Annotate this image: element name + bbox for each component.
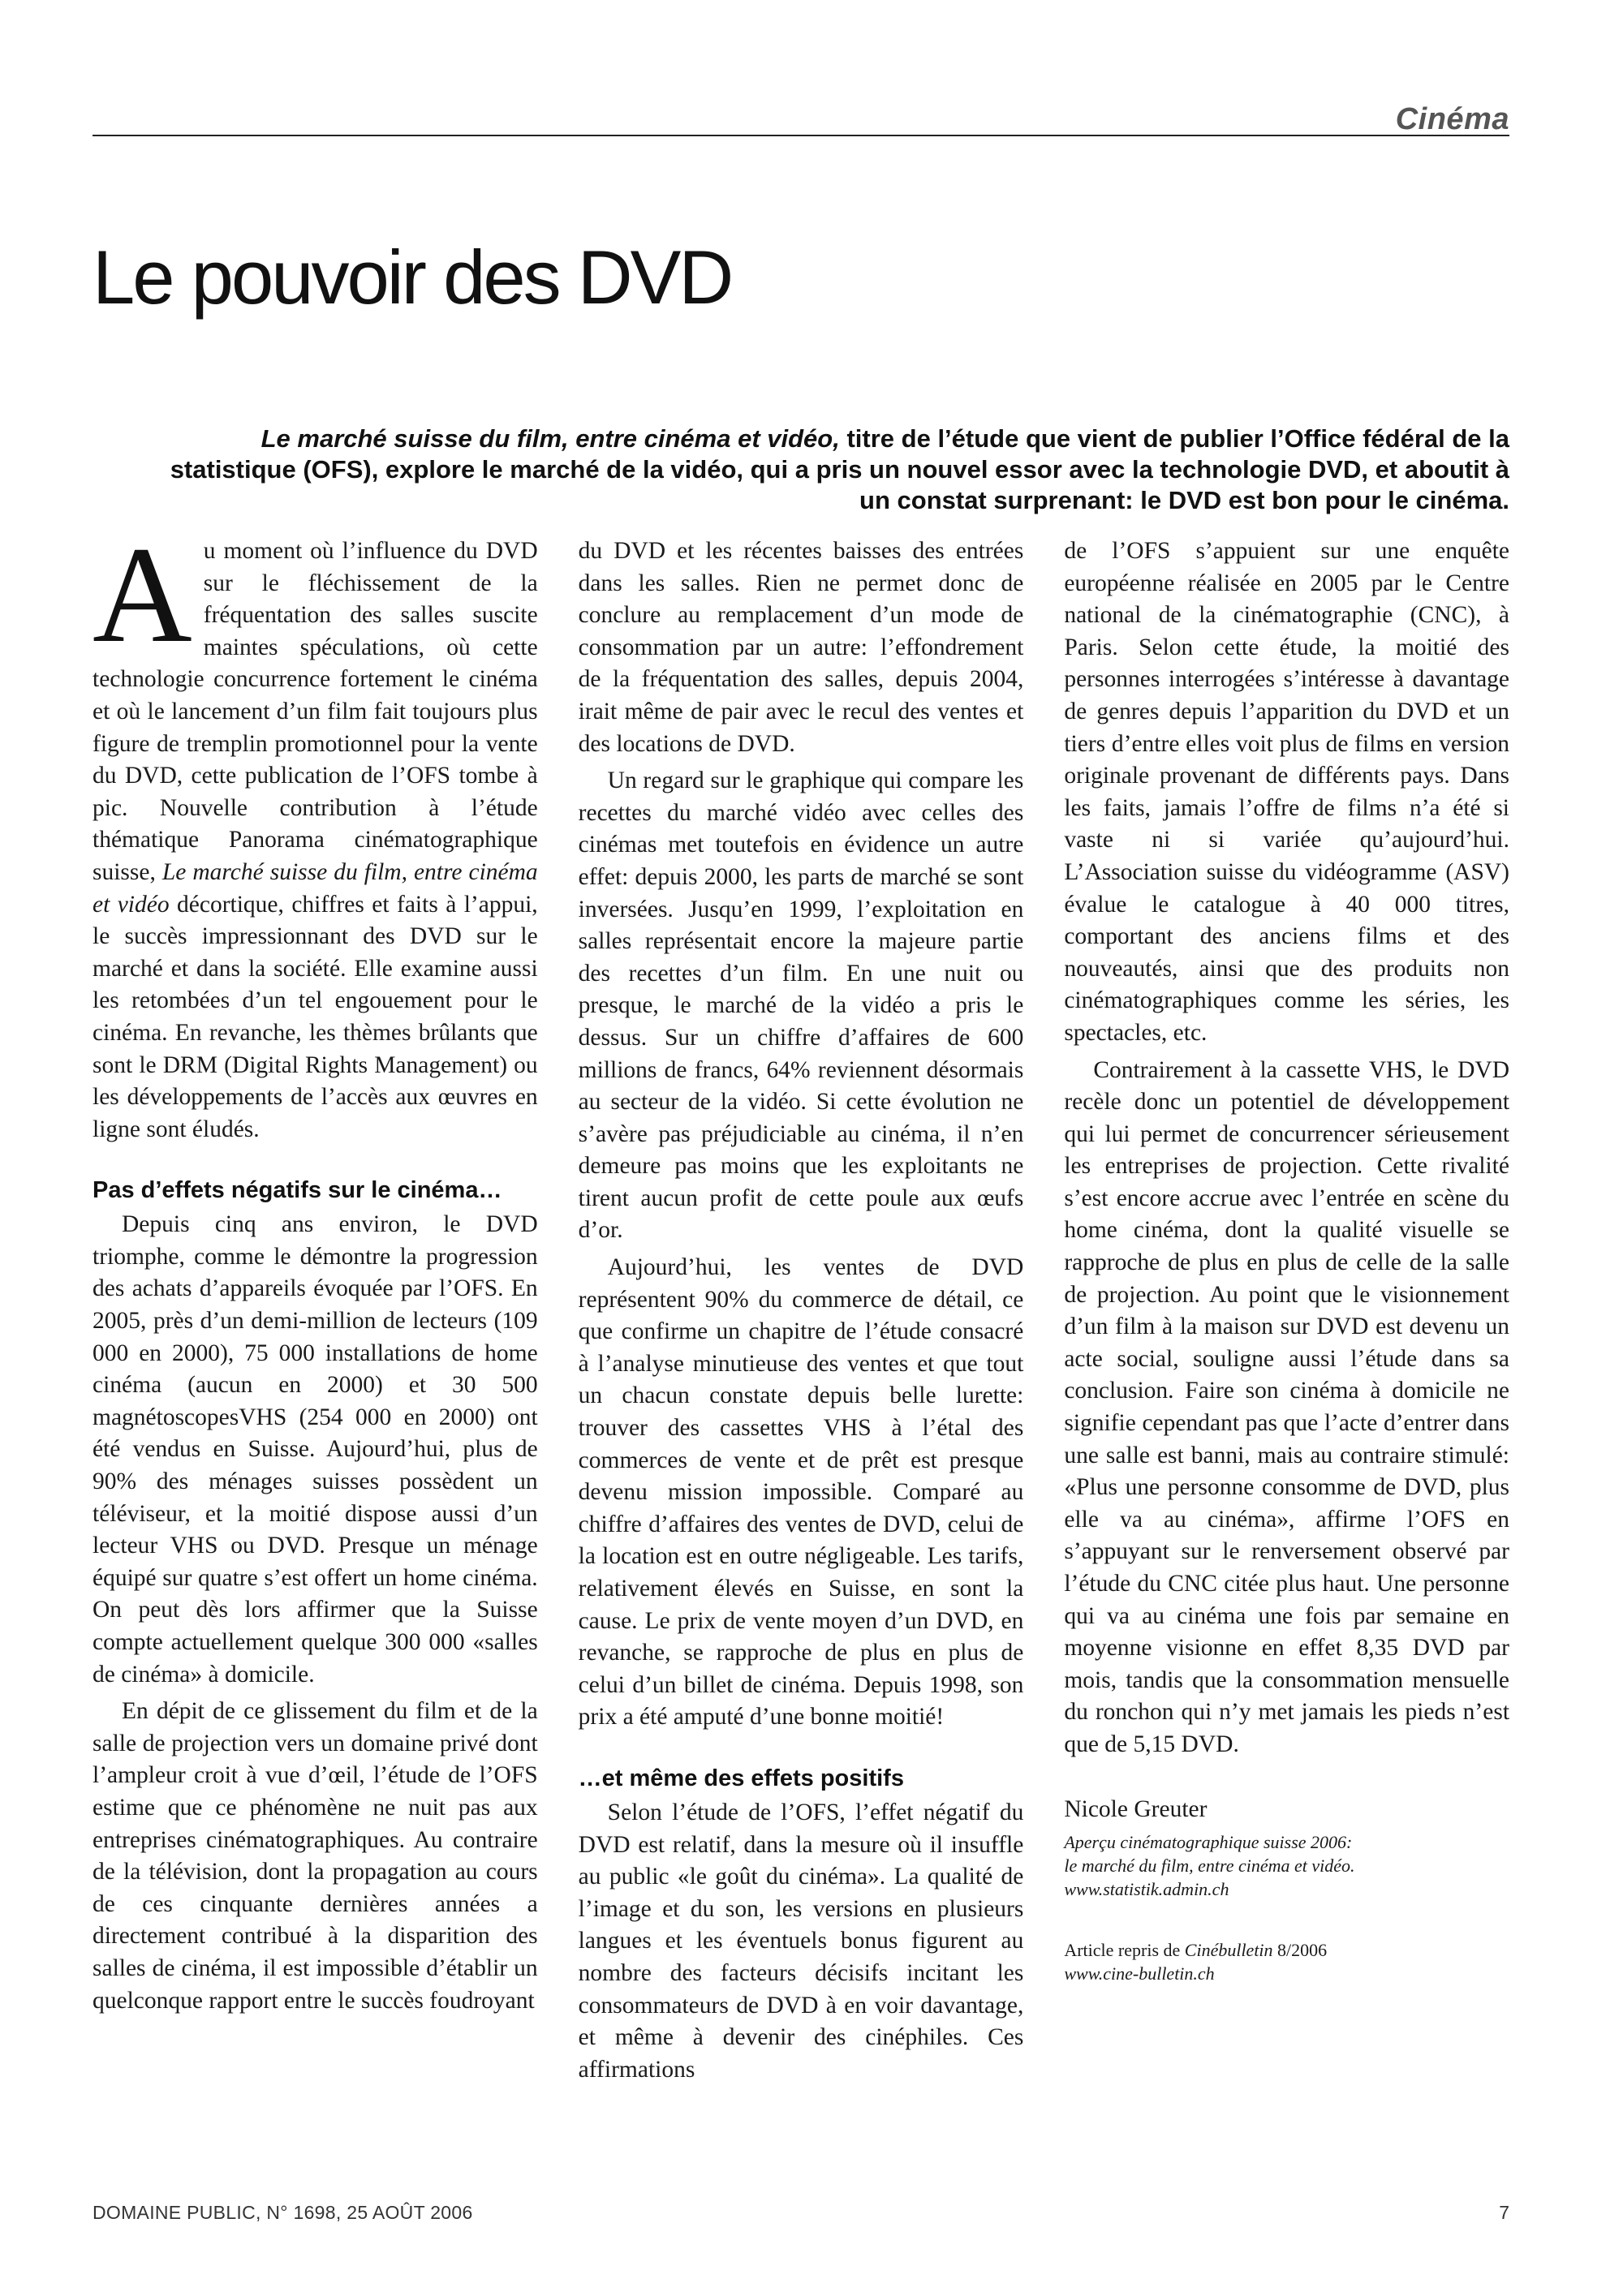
paragraph-relative-effect: Selon l’étude de l’OFS, l’effet négatif du DVD est relatif, dans la mesure où il insuffle au public «le goût du cinéma». La qualité de l’image et du son, les versions en plusieurs langues et les éventuels bonus figurent au nombre des facteurs décisifs incitant les consommateurs de DVD à en voir davantage, et même à devenir des cinéphiles. Ces affirmations xyxy=(578,1799,1024,2083)
paragraph-continuation: du DVD et les récentes baisses des entrées dans les salles. Rien ne permet donc de conclure au remplacement d’un mode de consommation par un autre: l’effondrement de la fréquentation des salles, depuis 2004, irait même de pair avec le recul des ventes et des locations de DVD. xyxy=(578,538,1024,757)
lead-text: titre de l’étude que vient de publier l’Office fédéral de la statistique (OFS), explore le marché de la vidéo, qui a pris un nouvel essor avec la technologie DVD, et aboutit à un constat surprenant: le DVD est bon pour le cinéma. xyxy=(170,424,1509,514)
paragraph-dvd-sales: Aujourd’hui, les ventes de DVD représentent 90% du commerce de détail, ce que confirme un chapitre de l’étude consacré à l’analyse minutieuse des ventes et que tout un chacun constate depuis belle lurette: trouver des cassettes VHS à l’étal des commerces de vente et de prêt est presque devenu mission impossible. Comparé au chiffre d’affaires des ventes de DVD, celui de la location est en outre négligeable. Les tarifs, relativement élevés en Suisse, en sont la cause. Le prix de vente moyen d’un DVD, en revanche, se rapproche de plus en plus de celui d’un billet de cinéma. Depuis 1998, son prix a été amputé d’une bonne moitié! xyxy=(578,1254,1024,1731)
paragraph-intro xyxy=(93,518,538,1146)
intro-study-title: Le marché suisse du film, entre cinéma et vidéo xyxy=(93,858,538,918)
paragraph-dvd-triumph: Depuis cinq ans environ, le DVD triomphe, comme le démontre la progression des achats d’appareils évoquée par l’OFS. En 2005, près d’un demi-million de lecteurs (109 000 en 2000), 75 000 installations de home cinéma (aucun en 2000) et 30 500 magnétoscopesVHS (254 000 en 2000) ont été vendus en Suisse. Aujourd’hui, plus de 90% des ménages suisses possèdent un téléviseur, et la moitié dispose aussi d’un lecteur VHS ou DVD. Presque un ménage équipé sur quatre s’est offert un home cinéma. On peut dès lors affirmer que la Suisse compte actuellement quelque 300 000 «salles de cinéma» à domicile. xyxy=(93,1211,538,1688)
footer-publication: DOMAINE PUBLIC, N° 1698, 25 AOÛT 2006 xyxy=(93,2202,473,2223)
credit-line-2: le marché du film, entre cinéma et vidéo. xyxy=(1064,1855,1355,1877)
reprint-issue: 8/2006 xyxy=(1272,1940,1328,1961)
subhead-positive-effects: …et même des effets positifs xyxy=(578,1765,904,1791)
credit-url-cinebulletin: www.cine-bulletin.ch xyxy=(1064,1963,1215,1984)
header-rule xyxy=(93,135,1509,136)
intro-text-b: décortique, chiffres et faits à l’appui, le succès impressionnant des DVD sur le marché et dans la société. Elle examine aussi les retombées d’un tel engouement pour le cinéma. En revanche, les thèmes brûlants que sont le DRM (Digital Rights Management) ou les développements de l’accès aux œuvres en ligne sont éludés. xyxy=(93,891,538,1142)
section-label: Cinéma xyxy=(1395,102,1509,136)
intro-text-a: u moment où l’influence du DVD sur le fléchissement de la fréquentation des salles suscite maintes spéculations, où cette technologie concurrence fortement le cinéma et où le lancement d’un film fait toujours plus figure de tremplin promotionnel pour la vente du DVD, cette publication de l’OFS tombe à pic. Nouvelle contribution à l’étude thématique Panorama cinématographique suisse, xyxy=(93,538,538,885)
paragraph-market-shares: Un regard sur le graphique qui compare les recettes du marché vidéo avec celles des cinémas met toutefois en évidence un autre effet: depuis 2000, les parts de marché se sont inversées. Jusqu’en 1999, l’exploitation en salles représentait encore la majeure partie des recettes d’un film. En une nuit ou presque, le marché de la vidéo a pris le dessus. Sur un chiffre d’affaires de 600 millions de francs, 64% reviennent désormais au secteur de la vidéo. Si cette évolution ne s’avère pas préjudiciable au cinéma, il n’en demeure pas moins que les exploitants ne tirent aucun profit de cette poule aux œufs d’or. xyxy=(578,767,1024,1244)
credit-line-1: Aperçu cinématographique suisse 2006: xyxy=(1064,1832,1353,1853)
subhead-no-negative-effects: Pas d’effets négatifs sur le cinéma… xyxy=(93,1177,502,1204)
drop-cap: A xyxy=(93,518,192,671)
article-lead xyxy=(146,424,1509,516)
page-number: 7 xyxy=(1499,2202,1509,2223)
paragraph-despite-shift: En dépit de ce glissement du film et de la salle de projection vers un domaine privé dont l’ampleur croit à vue d’œil, l’étude de l’OFS estime que ce phénomène ne nuit pas aux entreprises cinématographiques. Au contraire de la télévision, dont la propagation au cours de ces cinquante dernières années a directement contribué à la disparition des salles de cinéma, il est impossible d’établir un quelconque rapport entre le succès foudroyant xyxy=(93,1698,538,2014)
credit-url-statistik: www.statistik.admin.ch xyxy=(1064,1879,1229,1900)
paragraph-cnc-survey: de l’OFS s’appuient sur une enquête européenne réalisée en 2005 par le Centre national de la cinématographie (CNC), à Paris. Selon cette étude, la moitié des personnes interrogées s’intéresse à davantage de genres depuis l’apparition du DVD et un tiers d’entre elles voit plus de films en version originale provenant de différents pays. Dans les faits, jamais l’offre de films n’a été si vaste ni si variée qu’aujourd’hui. L’Association suisse du vidéogramme (ASV) évalue le catalogue à 40 000 titres, comportant des anciens films et des nouveautés, ainsi que des produits non cinématographiques comme les séries, les spectacles, etc. xyxy=(1064,538,1510,1046)
article-columns xyxy=(93,518,1510,2086)
reprint-prefix: Article repris de xyxy=(1064,1940,1185,1961)
lead-study-title: Le marché suisse du film, entre cinéma et vidéo, xyxy=(260,424,840,453)
author-signature: Nicole Greuter xyxy=(1064,1795,1208,1822)
reprint-credit xyxy=(1064,1938,1509,1985)
column-1 xyxy=(93,518,538,2086)
column-3 xyxy=(1064,535,1509,2086)
column-2 xyxy=(579,535,1024,2086)
reprint-source: Cinébulletin xyxy=(1184,1940,1273,1961)
paragraph-vhs-comparison: Contrairement à la cassette VHS, le DVD recèle donc un potentiel de développement qui lui permet de concurrencer sérieusement les entreprises de projection. Cette rivalité s’est encore accrue avec l’entrée en scène du home cinéma, dont la qualité visuelle se rapproche de plus en plus de celle de la salle de projection. Au point que le visionnement d’un film à la maison sur DVD est devenu un acte social, souligne aussi l’étude dans sa conclusion. Faire son cinéma à domicile ne signifie cependant pas que l’acte d’entrer dans une salle est banni, mais au contraire stimulé: «Plus une personne consomme de DVD, plus elle va au cinéma», affirme l’OFS en s’appuyant sur le renversement observé par l’étude du CNC citée plus haut. Une personne qui va au cinéma une fois par semaine en moyenne visionne en effet 8,35 DVD par mois, tandis que la consommation mensuelle du ronchon qui n’y met jamais les pieds n’est que de 5,15 DVD. xyxy=(1064,1056,1510,1757)
source-credit xyxy=(1064,1830,1509,1901)
article-title: Le pouvoir des DVD xyxy=(93,234,732,320)
